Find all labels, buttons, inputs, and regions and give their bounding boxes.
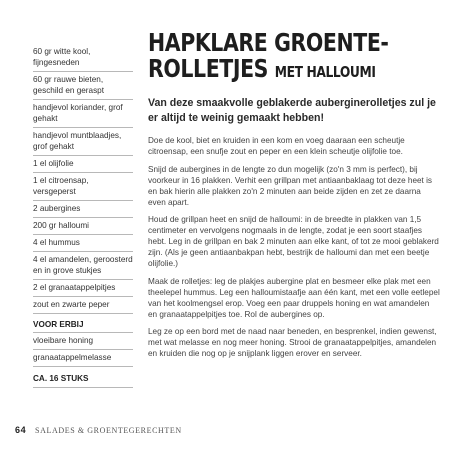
method-paragraph: Doe de kool, biet en kruiden in een kom en voeg daaraan een scheutje citroensap, een snufje zout en peper en een klein scheutje olijfolie toe. bbox=[148, 136, 405, 156]
ingredient-item: 4 el amandelen, geroosterd en in grove stukjes bbox=[33, 252, 133, 280]
title-line-2 bbox=[148, 56, 386, 85]
recipe-method bbox=[148, 135, 440, 366]
method-paragraph: Leg ze op een bord met de naad naar beneden, en besprenkel, indien gewenst, met wat melasse en nog meer honing. Strooi de granaatappelpitjes, amandelen en kruiden die nog op je snijplank liggen erover en serveer. bbox=[148, 327, 437, 358]
recipe-yield: CA. 16 STUKS bbox=[33, 367, 133, 388]
ingredient-item: 200 gr halloumi bbox=[33, 218, 133, 235]
ingredient-item: 60 gr rauwe bieten, geschild en geraspt bbox=[33, 72, 133, 100]
title-line-1: HAPKLARE GROENTE- bbox=[148, 28, 389, 57]
ingredient-item: handjevol koriander, grof gehakt bbox=[33, 100, 133, 128]
ingredient-item: 4 el hummus bbox=[33, 235, 133, 252]
ingredient-item: 1 el olijfolie bbox=[33, 156, 133, 173]
serve-item: vloeibare honing bbox=[33, 333, 133, 350]
title-line-2-small: MET HALLOUMI bbox=[274, 63, 376, 81]
serve-heading: VOOR ERBIJ bbox=[33, 314, 133, 333]
page-footer bbox=[15, 425, 182, 435]
method-paragraph: Houd de grillpan heet en snijd de halloumi: in de breedte in plakken van 1,5 centimeter en vervolgens nogmaals in de lengte, zodat je een soort staafjes hebt. Leg in de grillpan en bak 2 minuten aan elke kant, of tot ze mooi geblakerd zijn. (Als je geen antiaanbakpan hebt, bestrijk de halloumi dan met een beetje olijfolie.) bbox=[148, 215, 439, 268]
serve-item: granaatappelmelasse bbox=[33, 350, 133, 367]
recipe-intro: Van deze smaakvolle geblakerde auberginerolletjes zul je er altijd te weinig gemaakt hebben! bbox=[148, 97, 436, 124]
ingredient-item: 2 el granaatappelpitjes bbox=[33, 280, 133, 297]
ingredients-list bbox=[33, 44, 133, 388]
ingredient-item: 2 aubergines bbox=[33, 201, 133, 218]
recipe-title bbox=[148, 30, 438, 85]
method-paragraph: Maak de rolletjes: leg de plakjes aubergine plat en besmeer elke plak met een theelepel hummus. Leg een halloumistaafje aan één kant, met een volle eetlepel van het koolmengsel erop. Voeg een paar druppels honing en wat amandelen en granaatappelpitjes toe. Rol de aubergines op. bbox=[148, 276, 440, 319]
method-paragraph: Snijd de aubergines in de lengte zo dun mogelijk (zo'n 3 mm is perfect), bij voorkeur in 16 plakken. Verhit een grillpan met antiaanbaklaag tot deze heet is en bak hierin alle plakken zo'n 2 minuten aan beide zijden en zet ze daarna even apart. bbox=[148, 164, 433, 207]
ingredient-item: 60 gr witte kool, fijngesneden bbox=[33, 44, 133, 72]
ingredient-item: zout en zwarte peper bbox=[33, 297, 133, 314]
ingredient-item: 1 el citroensap, versgeperst bbox=[33, 173, 133, 201]
page-number: 64 bbox=[15, 425, 27, 435]
title-line-2-main: ROLLETJES bbox=[148, 54, 269, 83]
section-name: SALADES & GROENTEGERECHTEN bbox=[35, 426, 182, 435]
ingredient-item: handjevol muntblaadjes, grof gehakt bbox=[33, 128, 133, 156]
